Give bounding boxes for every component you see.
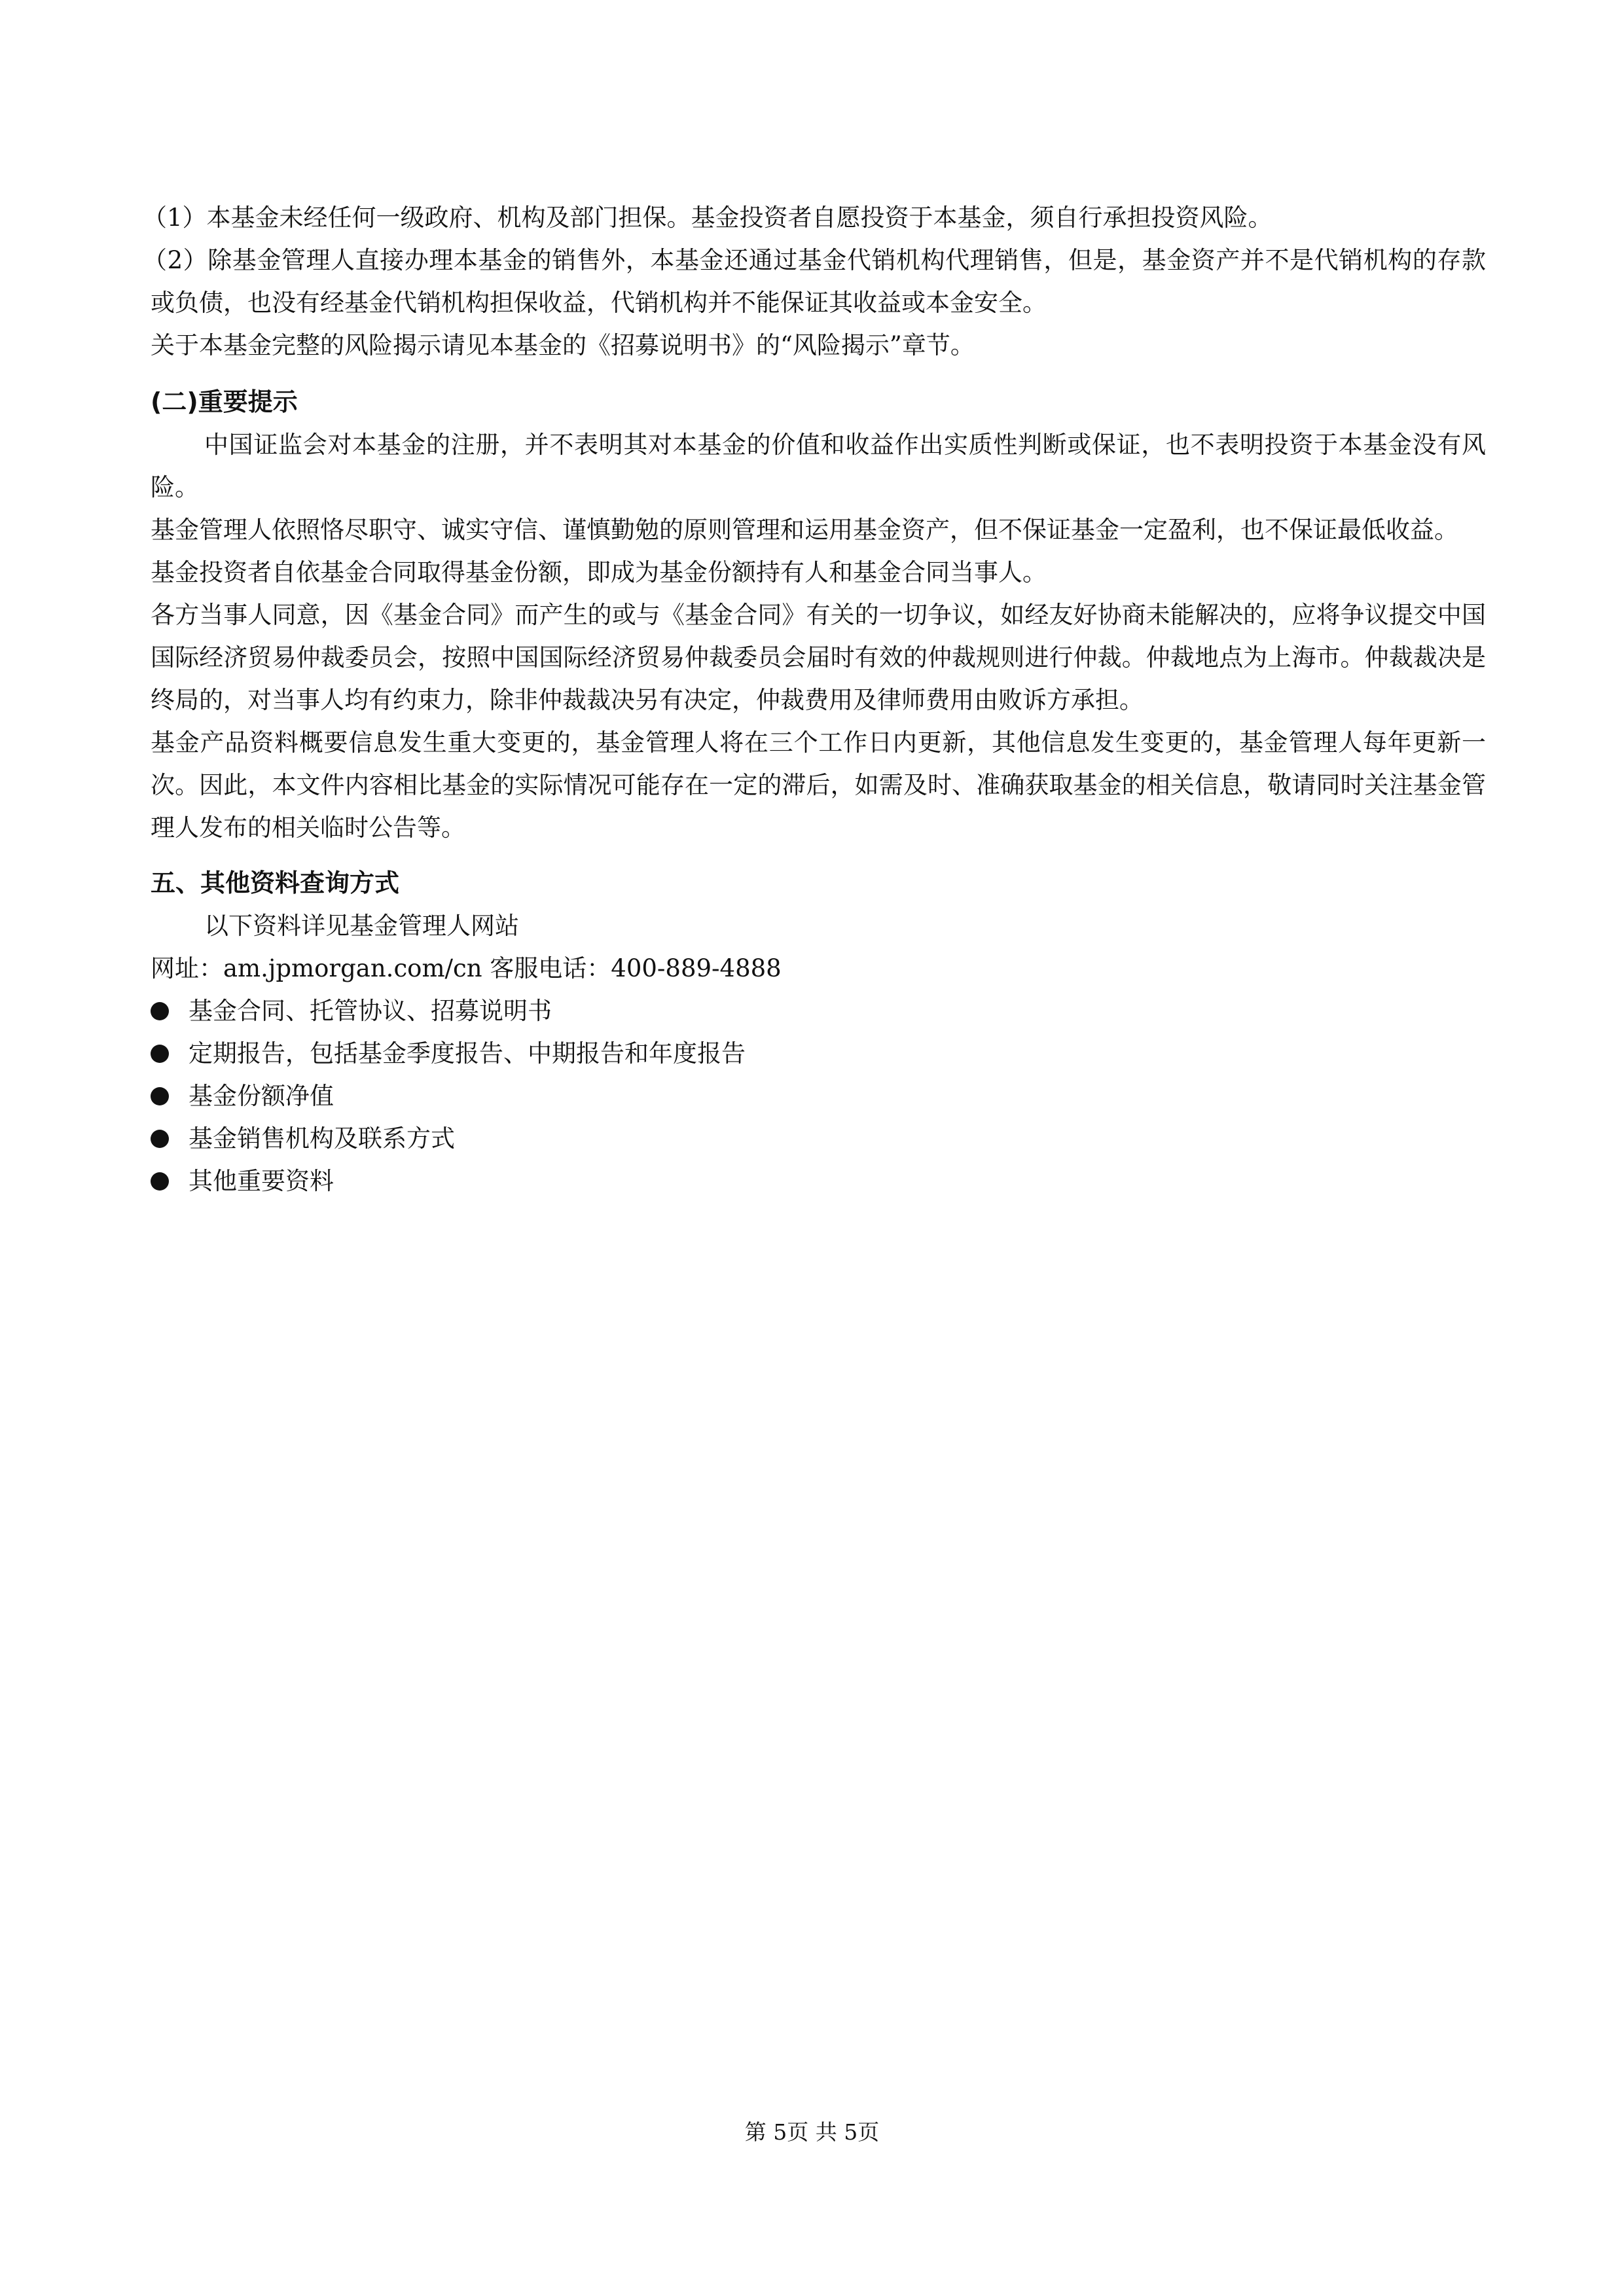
important-notice-heading: (二)重要提示 [151,387,298,416]
page-content [143,196,1486,1202]
important-paragraph-4: 各方当事人同意，因《基金合同》而产生的或与《基金合同》有关的一切争议，如经友好协商未能解决的，应将争议提交中国国际经济贸易仲裁委员会，按照中国国际经济贸易仲裁委员会届时有效的仲裁规则进行仲裁。仲裁地点为上海市。仲裁裁决是终局的，对当事人均有约束力，除非仲裁裁决另有决定，仲裁费用及律师费用由败诉方承担。 [151,601,1486,714]
document-list [151,990,1486,1202]
list-item [151,1075,1486,1117]
other-info-heading: 五、其他资料查询方式 [151,869,400,897]
bullet-icon [151,1172,169,1191]
list-item [151,1160,1486,1202]
bullet-icon [151,1087,169,1105]
bullet-icon [151,1130,169,1148]
important-paragraph-3: 基金投资者自依基金合同取得基金份额，即成为基金份额持有人和基金合同当事人。 [151,558,1047,586]
contact-line: 网址：am.jpmorgan.com/cn 客服电话：400-889-4888 [151,954,782,982]
section-spacer [151,367,1486,381]
list-item-label: 其他重要资料 [189,1167,334,1195]
list-item-label: 定期报告，包括基金季度报告、中期报告和年度报告 [189,1039,746,1067]
list-item-label: 基金份额净值 [189,1082,334,1110]
bullet-icon [151,1002,169,1020]
risk-paragraph-3: 关于本基金完整的风险揭示请见本基金的《招募说明书》的“风险揭示”章节。 [151,331,975,359]
important-paragraph-2: 基金管理人依照恪尽职守、诚实守信、谨慎勤勉的原则管理和运用基金资产，但不保证基金一定盈利，也不保证最低收益。 [151,516,1458,544]
bullet-icon [151,1045,169,1063]
important-paragraph-1: 中国证监会对本基金的注册，并不表明其对本基金的价值和收益作出实质性判断或保证，也不表明投资于本基金没有风险。 [151,431,1486,501]
other-info-intro: 以下资料详见基金管理人网站 [204,912,519,940]
list-item [151,1117,1486,1160]
important-paragraph-5: 基金产品资料概要信息发生重大变更的，基金管理人将在三个工作日内更新，其他信息发生变更的，基金管理人每年更新一次。因此，本文件内容相比基金的实际情况可能存在一定的滞后，如需及时、准确获取基金的相关信息，敬请同时关注基金管理人发布的相关临时公告等。 [151,728,1486,842]
section-spacer [151,849,1486,862]
list-item-label: 基金销售机构及联系方式 [189,1124,455,1153]
list-item [151,990,1486,1032]
list-item-label: 基金合同、托管协议、招募说明书 [189,997,552,1025]
page-number: 第 5页 共 5页 [744,2119,880,2145]
risk-paragraph-2: （2）除基金管理人直接办理本基金的销售外，本基金还通过基金代销机构代理销售，但是，基金资产并不是代销机构的存款或负债，也没有经基金代销机构担保收益，代销机构并不能保证其收益或本金安全。 [143,246,1486,317]
risk-paragraph-1: （1）本基金未经任何一级政府、机构及部门担保。基金投资者自愿投资于本基金，须自行承担投资风险。 [143,204,1272,232]
list-item [151,1032,1486,1075]
